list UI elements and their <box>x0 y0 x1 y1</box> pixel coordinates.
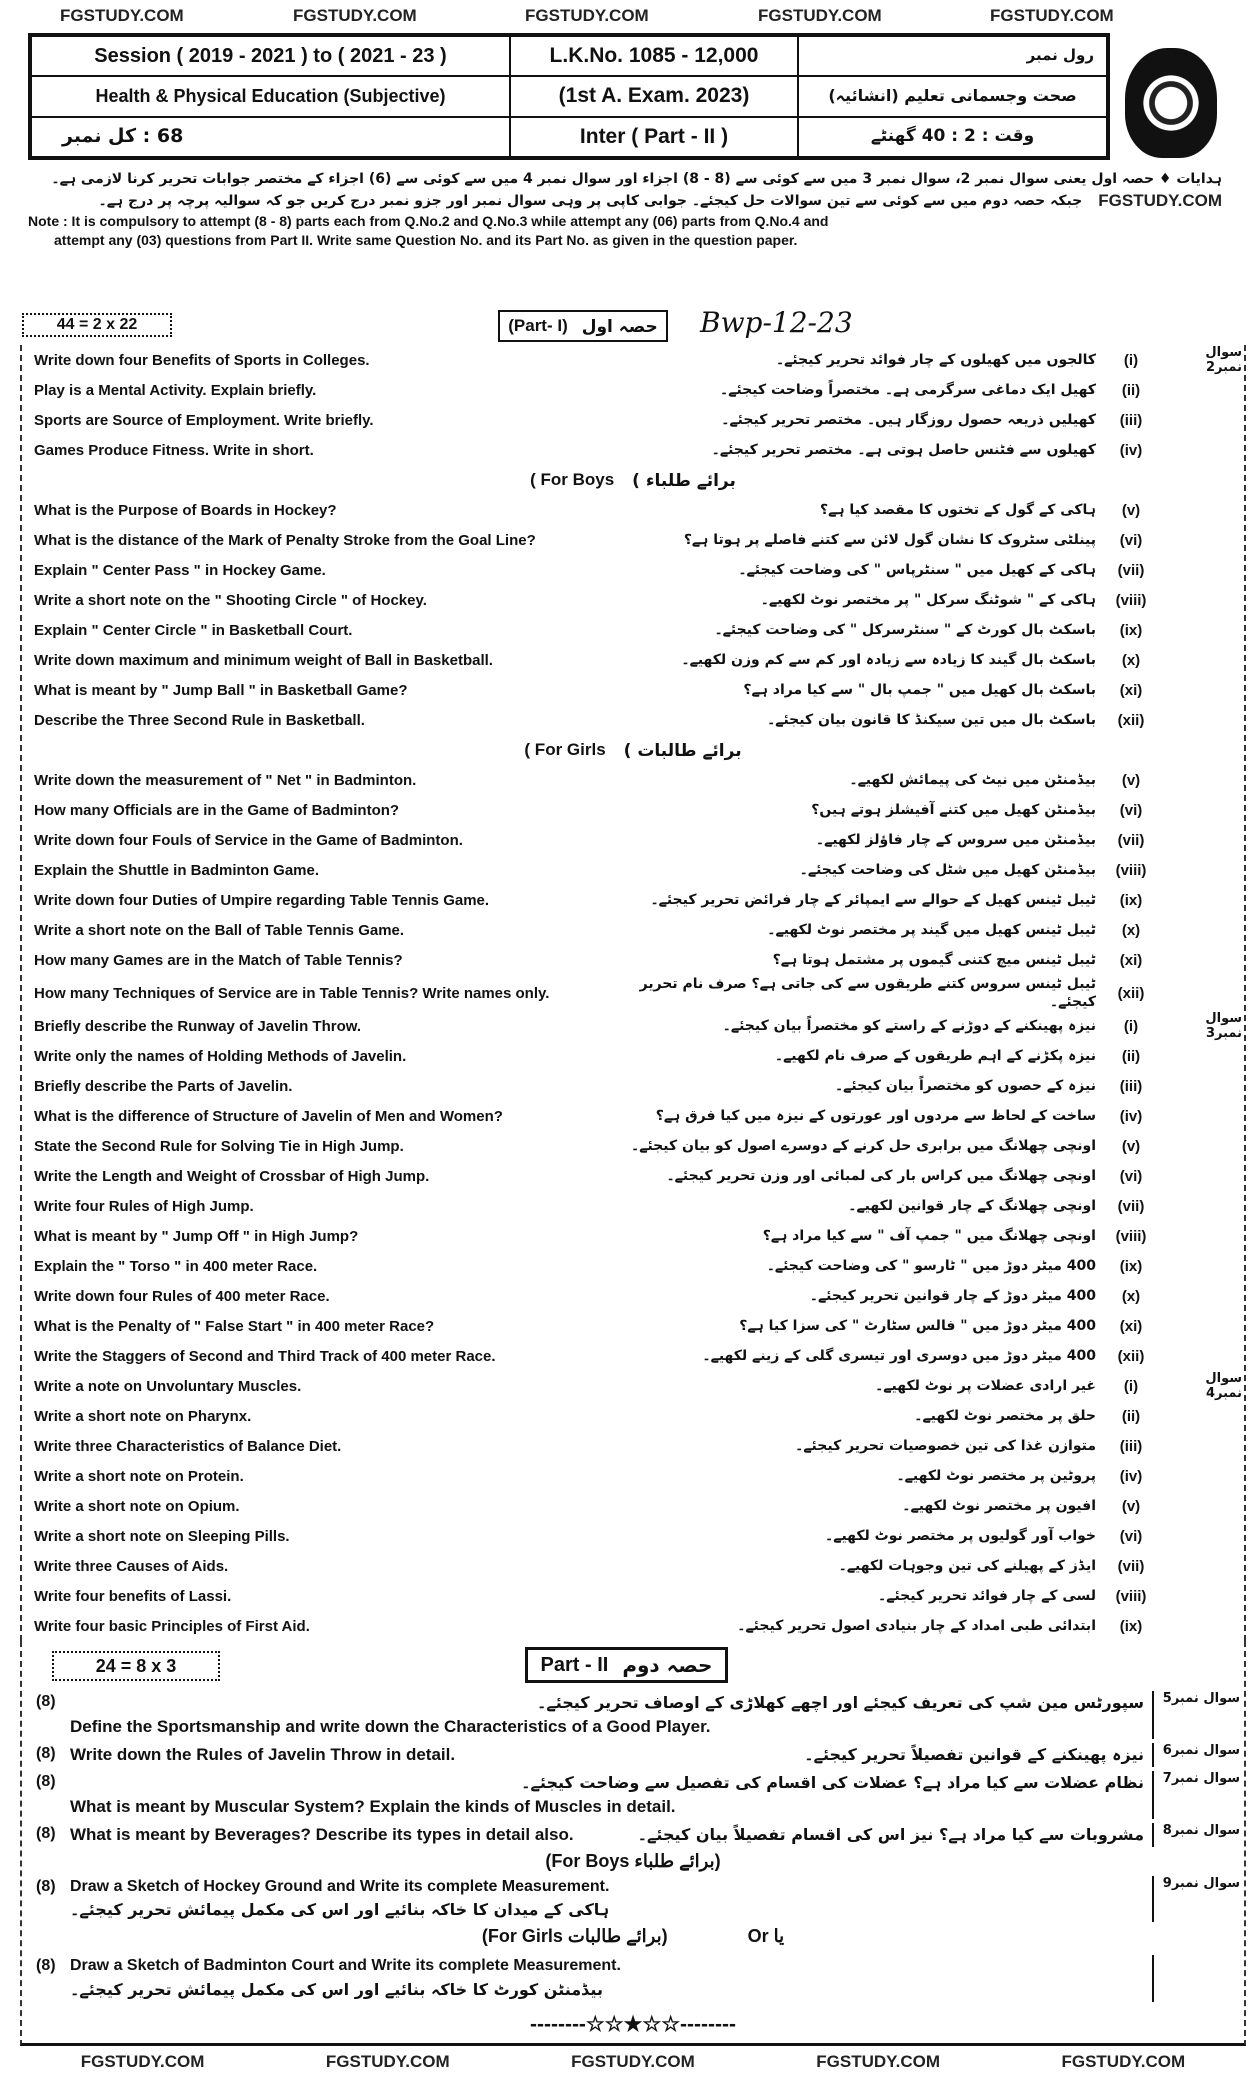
for-girls-heading: (For Girls برائے طالبات) <box>481 1926 668 1947</box>
question-urdu: متوازن غذا کی تین خصوصیات تحریر کیجئے۔ <box>795 1438 1096 1455</box>
q9b-marks: (8) <box>36 1957 56 1975</box>
question-english: Write the Staggers of Second and Third Track of 400 meter Race. <box>34 1347 496 1365</box>
question-urdu: کھیلوں سے فٹنس حاصل ہوتی ہے۔ مختصر تحریر کیجئے۔ <box>711 441 1096 458</box>
question-english: Write down four Benefits of Sports in Colleges. <box>34 351 370 369</box>
watermark: FGSTUDY.COM <box>293 6 417 25</box>
end-stars: --------☆☆★☆☆-------- <box>529 2012 737 2036</box>
part-number: (i) <box>1123 1377 1139 1395</box>
question-row <box>22 1431 1244 1461</box>
part-number: (x) <box>1121 921 1141 939</box>
question-urdu: ٹیبل ٹینس سروس کتنے طریقوں سے کی جاتی ہے؟ صرف نام تحریر کیجئے۔ <box>639 976 1096 1011</box>
instructions-urdu-2: جبکہ حصہ دوم میں سے کوئی سے تین سوالات حل کیجئے۔ جوابی کاپی پر وہی سوال نمبر اور جزو نمبر درج کریں جو کہ سوالیہ پرچہ پر درج ہے۔ <box>98 193 1083 209</box>
group-heading-ur: برائے طلباء ) <box>632 470 736 491</box>
question-english: What is the difference of Structure of Javelin of Men and Women? <box>34 1107 503 1125</box>
question-urdu: باسکٹ بال گیند کا زیادہ سے زیادہ اور کم سے کم وزن لکھیے۔ <box>681 651 1096 668</box>
question-row <box>22 705 1244 735</box>
question-english: Write three Characteristics of Balance Diet. <box>34 1437 342 1455</box>
exam-header-table <box>28 33 1110 160</box>
question-row <box>22 855 1244 885</box>
question-row <box>22 885 1244 915</box>
question-english: Write down four Rules of 400 meter Race. <box>34 1287 330 1305</box>
question-row <box>22 945 1244 975</box>
question-row <box>22 1071 1244 1101</box>
question-row <box>22 1491 1244 1521</box>
question-english: What is the distance of the Mark of Penalty Stroke from the Goal Line? <box>34 531 536 549</box>
question-urdu: خواب آور گولیوں پر مختصر نوٹ لکھیے۔ <box>825 1528 1096 1545</box>
part-number: (v) <box>1121 1137 1141 1155</box>
part-number: (xii) <box>1117 1347 1145 1365</box>
total-marks: 68 : کل نمبر <box>31 117 510 157</box>
part-number: (v) <box>1121 771 1141 789</box>
part-number: (iii) <box>1119 411 1143 429</box>
part-number: (ii) <box>1121 1407 1141 1425</box>
part-number: (v) <box>1121 501 1141 519</box>
q6-english: Write down the Rules of Javelin Throw in detail. <box>70 1745 456 1765</box>
part1-label-ur: حصہ اول <box>581 316 658 337</box>
question-english: Briefly describe the Runway of Javelin Throw. <box>34 1017 362 1035</box>
part-number: (iv) <box>1119 1107 1143 1125</box>
subject-urdu: صحت وجسمانی تعلیم (انشائیہ) <box>798 76 1107 116</box>
question-english: Write a short note on Sleeping Pills. <box>34 1527 290 1545</box>
question-english: How many Officials are in the Game of Badminton? <box>34 801 400 819</box>
part2-header <box>22 1645 1244 1687</box>
board-logo <box>1125 48 1217 158</box>
q9-english: Draw a Sketch of Hockey Ground and Write its complete Measurement. <box>70 1877 610 1895</box>
question-urdu: ٹیبل ٹینس میچ کتنی گیموں پر مشتمل ہوتا ہے؟ <box>772 951 1096 968</box>
part-number: (iii) <box>1119 1437 1143 1455</box>
question-urdu: بیڈمنٹن کھیل میں شٹل کی وضاحت کیجئے۔ <box>799 861 1096 878</box>
question-english: Describe the Three Second Rule in Basketball. <box>34 711 365 729</box>
question-urdu: باسکٹ بال کورٹ کے " سنٹرسرکل " کی وضاحت کیجئے۔ <box>714 621 1096 638</box>
part-number: (vii) <box>1117 561 1145 579</box>
part-number: (x) <box>1121 1287 1141 1305</box>
watermark: FGSTUDY.COM <box>1098 191 1222 210</box>
q9-urdu: ہاکی کے میدان کا خاکہ بنائیے اور اس کی مکمل پیمائش تحریر کیجئے۔ <box>70 1900 610 1920</box>
question-english: Write a short note on Opium. <box>34 1497 240 1515</box>
question-english: Explain the " Torso " in 400 meter Race. <box>34 1257 318 1275</box>
question-urdu: ٹیبل ٹینس کھیل میں گیند پر مختصر نوٹ لکھیے۔ <box>767 921 1096 938</box>
session: Session ( 2019 - 2021 ) to ( 2021 - 23 ) <box>31 36 510 76</box>
question-row <box>22 1161 1244 1191</box>
part-number: (xi) <box>1119 951 1143 969</box>
watermark: FGSTUDY.COM <box>1061 2051 1186 2071</box>
question-row <box>22 345 1244 375</box>
question-row <box>22 1461 1244 1491</box>
question-english: Explain the Shuttle in Badminton Game. <box>34 861 320 879</box>
question-body <box>20 345 1246 2072</box>
question-row <box>22 555 1244 585</box>
question-7 <box>22 1771 1244 1819</box>
question-row <box>22 495 1244 525</box>
question-8 <box>22 1823 1244 1847</box>
question-english: Play is a Mental Activity. Explain briefly. <box>34 381 317 399</box>
for-boys-heading: (For Boys برائے طلباء) <box>545 1850 721 1871</box>
part-number: (vi) <box>1119 801 1143 819</box>
question-row <box>22 435 1244 465</box>
part-number: (i) <box>1123 351 1139 369</box>
question-row <box>22 1581 1244 1611</box>
question-row <box>22 585 1244 615</box>
watermark: FGSTUDY.COM <box>571 2051 695 2071</box>
part-number: (iv) <box>1119 441 1143 459</box>
part-number: (iii) <box>1119 1077 1143 1095</box>
question-urdu: ابتدائی طبی امداد کے چار بنیادی اصول تحریر کیجئے۔ <box>737 1618 1096 1635</box>
question-urdu: باسکٹ بال میں تین سیکنڈ کا قانون بیان کیجئے۔ <box>767 711 1096 728</box>
question-row <box>22 645 1244 675</box>
question-row <box>22 1371 1244 1401</box>
q9b-english: Draw a Sketch of Badminton Court and Write its complete Measurement. <box>70 1957 621 1975</box>
part-number: (iv) <box>1119 1467 1143 1485</box>
watermark: FGSTUDY.COM <box>80 2051 205 2071</box>
question-row <box>22 1611 1244 1641</box>
note-line-1: Note : It is compulsory to attempt (8 - 8) parts each from Q.No.2 and Q.No.3 while attempt any (06) parts from Q.No.4 and <box>28 213 829 229</box>
question-urdu: کھیل ایک دماغی سرگرمی ہے۔ مختصراً وضاحت کیجئے۔ <box>720 381 1096 398</box>
q5-number: سوال نمبر5 <box>1162 1691 1240 1707</box>
part-number: (ii) <box>1121 381 1141 399</box>
part-number: (v) <box>1121 1497 1141 1515</box>
question-urdu: ٹیبل ٹینس کھیل کے حوالے سے ایمپائر کے چار فرائض تحریر کیجئے۔ <box>650 891 1096 908</box>
q6-number: سوال نمبر6 <box>1162 1743 1240 1759</box>
part-number: (xii) <box>1117 711 1145 729</box>
question-english: Write down the measurement of " Net " in Badminton. <box>34 771 417 789</box>
question-number: سوال نمبر2 <box>1205 345 1242 375</box>
part-number: (ix) <box>1119 621 1143 639</box>
question-row <box>22 525 1244 555</box>
watermark: FGSTUDY.COM <box>60 6 184 25</box>
handwritten-annotation: Bwp-12-23 <box>700 306 853 339</box>
part-number: (xii) <box>1117 984 1145 1002</box>
question-row <box>22 765 1244 795</box>
q7-number: سوال نمبر7 <box>1162 1771 1240 1787</box>
question-9 <box>22 1876 1244 1922</box>
question-urdu: ہاکی کے " شوٹنگ سرکل " پر مختصر نوٹ لکھیے۔ <box>760 591 1096 608</box>
q8-number: سوال نمبر8 <box>1162 1822 1240 1838</box>
question-row <box>22 1551 1244 1581</box>
question-english: What is meant by " Jump Ball " in Basketball Game? <box>34 681 408 699</box>
question-english: Write four basic Principles of First Aid. <box>34 1617 310 1635</box>
part-number: (vii) <box>1117 1197 1145 1215</box>
question-9-alternative <box>22 1955 1244 2001</box>
q6-urdu: نیزہ پھینکنے کے قوانین تفصیلاً تحریر کیجئے۔ <box>804 1745 1144 1765</box>
q8-marks: (8) <box>36 1824 56 1842</box>
question-row <box>22 1341 1244 1371</box>
question-urdu: 400 میٹر دوڑ میں " فالس سٹارٹ " کی سزا کیا ہے؟ <box>739 1318 1096 1335</box>
group-heading-ur: برائے طالبات ) <box>623 740 742 761</box>
part2-marks: 24 = 8 x 3 <box>52 1651 220 1681</box>
part2-heading <box>525 1647 728 1683</box>
question-english: Write three Causes of Aids. <box>34 1557 229 1575</box>
question-urdu: 400 میٹر دوڑ کے چار قوانین تحریر کیجئے۔ <box>809 1288 1096 1305</box>
question-english: Write down four Fouls of Service in the Game of Badminton. <box>34 831 463 849</box>
question-row <box>22 1251 1244 1281</box>
question-number: سوال نمبر4 <box>1205 1371 1242 1402</box>
question-english: Write down maximum and minimum weight of Ball in Basketball. <box>34 651 493 669</box>
question-english: Write only the names of Holding Methods of Javelin. <box>34 1047 407 1065</box>
part-number: (xi) <box>1119 681 1143 699</box>
question-urdu: نیزہ کے حصوں کو مختصراً بیان کیجئے۔ <box>834 1078 1096 1095</box>
question-row <box>22 1311 1244 1341</box>
part2-label-en: Part - II <box>540 1653 609 1676</box>
part-number: (viii) <box>1115 591 1147 609</box>
part-number: (vii) <box>1117 831 1145 849</box>
question-urdu: بیڈمنٹن میں سروس کے چار فاؤلز لکھیے۔ <box>815 831 1096 848</box>
question-urdu: کالجوں میں کھیلوں کے چار فوائد تحریر کیجئے۔ <box>775 351 1096 368</box>
instructions <box>28 168 1222 250</box>
question-english: Write four benefits of Lassi. <box>34 1587 232 1605</box>
question-row <box>22 675 1244 705</box>
question-english: Write four Rules of High Jump. <box>34 1197 254 1215</box>
question-english: How many Games are in the Match of Table Tennis? <box>34 951 403 969</box>
question-urdu: حلق پر مختصر نوٹ لکھیے۔ <box>914 1408 1096 1425</box>
question-urdu: غیر ارادی عضلات پر نوٹ لکھیے۔ <box>875 1378 1096 1395</box>
part-number: (ii) <box>1121 1047 1141 1065</box>
question-urdu: لسی کے چار فوائد تحریر کیجئے۔ <box>878 1588 1096 1605</box>
question-urdu: پینلٹی سٹروک کا نشان گول لائن سے کتنے فاصلے پر ہوتا ہے؟ <box>683 531 1096 548</box>
or-label: Or یا <box>747 1926 785 1947</box>
part-number: (x) <box>1121 651 1141 669</box>
question-row <box>22 405 1244 435</box>
question-urdu: پروٹین پر مختصر نوٹ لکھیے۔ <box>896 1468 1096 1485</box>
q8-english: What is meant by Beverages? Describe its types in detail also. <box>70 1824 574 1844</box>
q7-marks: (8) <box>36 1773 56 1791</box>
part-number: (vi) <box>1119 1527 1143 1545</box>
part-number: (xi) <box>1119 1317 1143 1335</box>
question-6 <box>22 1743 1244 1767</box>
question-urdu: کھیلیں ذریعہ حصول روزگار ہیں۔ مختصر تحریر کیجئے۔ <box>721 411 1096 428</box>
question-english: Sports are Source of Employment. Write briefly. <box>34 411 374 429</box>
question-row <box>22 615 1244 645</box>
group-heading <box>22 465 1244 495</box>
part-number: (ix) <box>1119 891 1143 909</box>
question-english: What is the Purpose of Boards in Hockey? <box>34 501 337 519</box>
group-heading-en: ( For Girls <box>524 740 606 759</box>
question-urdu: ایڈز کے پھیلنے کی تین وجوہات لکھیے۔ <box>838 1558 1096 1575</box>
question-english: Write a short note on Pharynx. <box>34 1407 252 1425</box>
part-number: (ix) <box>1119 1257 1143 1275</box>
q9-number: سوال نمبر9 <box>1162 1875 1240 1891</box>
subject-english: Health & Physical Education (Subjective) <box>31 76 510 116</box>
class-part: Inter ( Part - II ) <box>510 117 798 157</box>
question-english: Write down four Duties of Umpire regarding Table Tennis Game. <box>34 891 490 909</box>
part-number: (vi) <box>1119 1167 1143 1185</box>
watermark: FGSTUDY.COM <box>325 2051 450 2071</box>
part-number: (i) <box>1123 1017 1139 1035</box>
question-urdu: ہاکی کے گول کے تختوں کا مقصد کیا ہے؟ <box>820 501 1096 518</box>
watermark: FGSTUDY.COM <box>525 6 649 25</box>
question-row <box>22 1191 1244 1221</box>
q9-marks: (8) <box>36 1877 56 1895</box>
instructions-urdu-1: ہدایات ♦ حصہ اول یعنی سوال نمبر 2، سوال نمبر 3 میں سے کوئی سے (8 - 8) اجزاء اور سوال نمبر 4 میں سے کوئی سے (6) اجزاء کے مختصر جوابات تحریر کرنا لازمی ہے۔ <box>51 171 1222 187</box>
question-urdu: اونچی چھلانگ میں برابری حل کرنے کے دوسرے اصول کو بیان کیجئے۔ <box>631 1138 1096 1155</box>
question-english: Write the Length and Weight of Crossbar of High Jump. <box>34 1167 430 1185</box>
question-row <box>22 1521 1244 1551</box>
question-urdu: اونچی چھلانگ کے چار قوانین لکھیے۔ <box>848 1198 1096 1215</box>
question-english: Write a short note on the Ball of Table Tennis Game. <box>34 921 405 939</box>
question-english: Games Produce Fitness. Write in short. <box>34 441 314 459</box>
question-urdu: باسکٹ بال کھیل میں " جمپ بال " سے کیا مراد ہے؟ <box>743 681 1096 698</box>
part2-questions <box>20 1641 1246 2045</box>
question-english: Write a short note on the " Shooting Circle " of Hockey. <box>34 591 427 609</box>
question-urdu: افیون پر مختصر نوٹ لکھیے۔ <box>902 1498 1096 1515</box>
q8-urdu: مشروبات سے کیا مراد ہے؟ نیز اس کی اقسام تفصیلاً بیان کیجئے۔ <box>637 1824 1144 1844</box>
group-heading-en: ( For Boys <box>530 470 615 489</box>
question-row <box>22 375 1244 405</box>
part1-label-en: (Part- I) <box>508 316 568 335</box>
question-english: How many Techniques of Service are in Table Tennis? Write names only. <box>34 984 550 1002</box>
question-row <box>22 1011 1244 1041</box>
q5-marks: (8) <box>36 1693 56 1711</box>
q5-english: Define the Sportsmanship and write down the Characteristics of a Good Player. <box>70 1717 711 1737</box>
question-urdu: بیڈمنٹن میں نیٹ کی پیمائش لکھیے۔ <box>849 771 1096 788</box>
part-number: (viii) <box>1115 1587 1147 1605</box>
lk-number: L.K.No. 1085 - 12,000 <box>510 36 798 76</box>
question-english: Briefly describe the Parts of Javelin. <box>34 1077 293 1095</box>
exam-title: (1st A. Exam. 2023) <box>510 76 798 116</box>
question-english: What is the Penalty of " False Start " in 400 meter Race? <box>34 1317 435 1335</box>
part1-questions <box>20 345 1246 1641</box>
question-english: Explain " Center Pass " in Hockey Game. <box>34 561 326 579</box>
question-urdu: ساخت کے لحاظ سے مردوں اور عورتوں کے نیزہ میں کیا فرق ہے؟ <box>655 1108 1096 1125</box>
question-row <box>22 1221 1244 1251</box>
question-english: What is meant by " Jump Off " in High Jump? <box>34 1227 359 1245</box>
question-urdu: نیزہ پھینکنے کے دوڑنے کے راستے کو مختصراً بیان کیجئے۔ <box>722 1018 1096 1035</box>
part-number: (vi) <box>1119 531 1143 549</box>
question-row <box>22 975 1244 1011</box>
question-urdu: 400 میٹر دوڑ میں " ٹارسو " کی وضاحت کیجئے۔ <box>766 1258 1096 1275</box>
watermark: FGSTUDY.COM <box>990 6 1114 25</box>
question-english: State the Second Rule for Solving Tie in High Jump. <box>34 1137 404 1155</box>
question-english: Write a short note on Protein. <box>34 1467 244 1485</box>
part1-marks: 44 = 2 x 22 <box>22 313 172 337</box>
question-row <box>22 915 1244 945</box>
q5-urdu: سپورٹس مین شپ کی تعریف کیجئے اور اچھے کھلاڑی کے اوصاف تحریر کیجئے۔ <box>536 1693 1144 1713</box>
question-row <box>22 1041 1244 1071</box>
question-row <box>22 795 1244 825</box>
question-5 <box>22 1691 1244 1739</box>
part-number: (viii) <box>1115 861 1147 879</box>
watermark: FGSTUDY.COM <box>758 6 882 25</box>
question-row <box>22 1281 1244 1311</box>
question-number: سوال نمبر3 <box>1205 1011 1242 1042</box>
group-heading <box>22 735 1244 765</box>
question-english: Explain " Center Circle " in Basketball Court. <box>34 621 353 639</box>
q7-urdu: نظام عضلات سے کیا مراد ہے؟ عضلات کی اقسام کی تفصیل سے وضاحت کیجئے۔ <box>521 1773 1144 1793</box>
question-urdu: بیڈمنٹن کھیل میں کتنے آفیشلز ہوتے ہیں؟ <box>811 801 1096 818</box>
part1-heading <box>498 310 668 342</box>
question-row <box>22 1131 1244 1161</box>
question-row <box>22 825 1244 855</box>
girls-or-row <box>22 1922 1244 1951</box>
question-english: Write a note on Unvoluntary Muscles. <box>34 1377 302 1395</box>
question-row <box>22 1401 1244 1431</box>
part-number: (vii) <box>1117 1557 1145 1575</box>
question-urdu: ہاکی کے کھیل میں " سنٹرپاس " کی وضاحت کیجئے۔ <box>738 561 1096 578</box>
question-row <box>22 1101 1244 1131</box>
question-urdu: اونچی چھلانگ میں " جمپ آف " سے کیا مراد ہے؟ <box>762 1228 1096 1245</box>
watermark: FGSTUDY.COM <box>816 2051 941 2071</box>
question-urdu: نیزہ پکڑنے کے اہم طریقوں کے صرف نام لکھیے۔ <box>774 1048 1096 1065</box>
q7-english: What is meant by Muscular System? Explain the kinds of Muscles in detail. <box>70 1797 676 1817</box>
part-number: (ix) <box>1119 1617 1143 1635</box>
time-allowed: وقت : 2 : 40 گھنٹے <box>798 117 1107 157</box>
bottom-watermarks <box>20 2052 1246 2072</box>
question-urdu: اونچی چھلانگ میں کراس بار کی لمبائی اور وزن تحریر کیجئے۔ <box>666 1168 1096 1185</box>
q6-marks: (8) <box>36 1745 56 1763</box>
roll-number-label: رول نمبر <box>798 36 1107 76</box>
part-number: (viii) <box>1115 1227 1147 1245</box>
q9b-urdu: بیڈمنٹن کورٹ کا خاکہ بنائیے اور اس کی مکمل پیمائش تحریر کیجئے۔ <box>70 1979 603 1999</box>
note-line-2: attempt any (03) questions from Part II. Write same Question No. and its Part No. as given in the question paper. <box>54 232 798 248</box>
question-urdu: 400 میٹر دوڑ میں دوسری اور تیسری گلی کے زینے لکھیے۔ <box>702 1348 1096 1365</box>
part2-label-ur: حصہ دوم <box>622 1653 713 1678</box>
